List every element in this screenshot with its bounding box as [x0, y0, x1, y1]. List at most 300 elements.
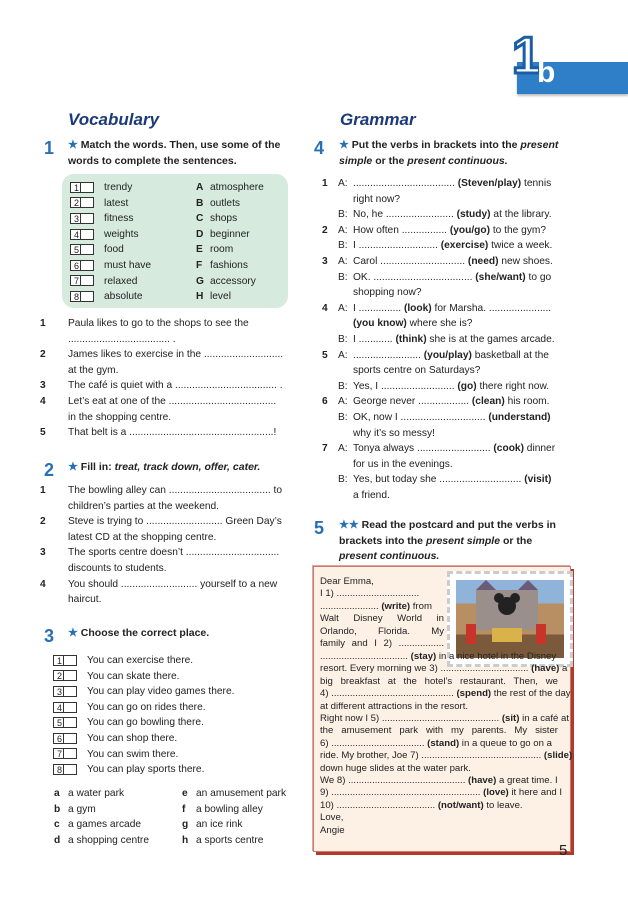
place-letter: b: [54, 803, 61, 815]
exercise-2-instruction: [68, 460, 290, 476]
dialogue-text-end: dinner: [523, 443, 556, 455]
vocab-match: accessory: [210, 275, 256, 287]
speaker: A:: [338, 443, 348, 455]
answer-box: 7: [53, 748, 77, 759]
dialogue-text-end: there right now.: [476, 380, 550, 392]
exercise-3-number: 3: [44, 626, 55, 646]
speaker: A:: [338, 396, 348, 408]
postcard-text-end: to leave.: [483, 799, 523, 811]
dialogue-line: [322, 410, 566, 426]
exercise-2-instruction-words: treat, track down, offer, cater.: [114, 461, 261, 473]
sentence-text: Steve is trying to ........................... Green Day’s: [68, 516, 282, 528]
verb-prompt: (sit): [501, 713, 520, 725]
dialogue-text: a friend.: [353, 489, 390, 501]
verb-prompt: (have): [531, 663, 560, 675]
postcard-text: Orlando, Florida. My: [320, 625, 444, 637]
dialogue-text-end: to the gym?: [490, 224, 547, 236]
exercise-5-instruction: [339, 518, 564, 565]
vocab-letter: H: [196, 291, 204, 303]
verb-prompt: (exercise): [440, 240, 489, 252]
postcard-text-end: in a nice hotel in the Disney: [436, 651, 557, 662]
verb-prompt: (study): [456, 209, 491, 221]
place-option: [54, 817, 174, 833]
postcard-text: 10) .....................................: [320, 799, 438, 811]
dialogue-text: shopping now?: [353, 287, 422, 299]
verb-prompt: (stand): [427, 737, 460, 749]
dialogue-line: [322, 301, 566, 317]
vocab-match: level: [210, 291, 231, 303]
dialogue-text: I ............: [353, 333, 396, 345]
sentence-text-cont: discounts to students.: [68, 562, 167, 574]
sentence: [40, 378, 290, 394]
sentence-number: 2: [40, 516, 46, 528]
star-icon: ★★: [339, 519, 359, 531]
vocab-row: [70, 227, 280, 243]
dialogue-text-end: to go: [525, 271, 552, 283]
postcard-text-end: in a queue to go on a: [459, 737, 552, 749]
postcard-text-end: from: [410, 600, 432, 612]
postcard-line: [320, 688, 571, 700]
postcard-line: [320, 576, 444, 588]
dialogue-number: 1: [322, 178, 328, 189]
verb-prompt: (go): [457, 380, 477, 392]
verb-prompt: (you know): [353, 318, 407, 330]
dialogue-text-end: twice a week.: [488, 240, 553, 252]
place-letter: g: [182, 819, 189, 831]
exercise-2-sentences: [40, 483, 290, 608]
postcard-line: [320, 825, 558, 837]
sentence-text: The sports centre doesn’t .................................: [68, 547, 280, 559]
dialogue-text: George never ..................: [353, 396, 472, 408]
speaker: B:: [338, 411, 348, 423]
postcard-line: [320, 800, 558, 812]
dialogue-line: [322, 238, 566, 254]
sentence: [40, 347, 290, 378]
sentence-number: 2: [40, 349, 46, 361]
answer-box: 3: [53, 686, 77, 697]
dialogue-text-end: new shoes.: [498, 255, 553, 267]
sentence: [40, 514, 290, 545]
dialogue-text: ....................................: [353, 178, 458, 189]
postcard-line: [320, 713, 570, 725]
postcard-text: ride. My brother, Joe 7) .............................................: [320, 750, 544, 762]
postcard-line: [320, 638, 444, 650]
postcard-text: ......................: [320, 600, 382, 612]
dialogue-text-end: for Marsha. ......................: [431, 302, 552, 314]
verb-prompt: (need): [467, 255, 499, 267]
place-option: [54, 786, 174, 802]
vocab-match: room: [210, 244, 234, 256]
place-item-text: You can go bowling there.: [87, 717, 204, 729]
dialogue-number: 7: [322, 443, 328, 455]
ex4-instr-a: Put the verbs in brackets into the: [351, 139, 518, 151]
verb-prompt: (love): [483, 787, 509, 799]
postcard-text-top: [320, 576, 444, 650]
postcard-text: Dear Emma,: [320, 576, 374, 587]
place-item-text: You can play sports there.: [87, 764, 205, 776]
verb-prompt: (not/want): [437, 799, 484, 811]
speaker: A:: [338, 255, 348, 267]
place-item-text: You can skate there.: [87, 670, 180, 682]
sentence-text: That belt is a ...................................................!: [68, 427, 277, 439]
star-icon: ★: [68, 627, 78, 639]
dialogue-line: [322, 394, 566, 410]
place-letter: e: [182, 788, 188, 799]
dialogue-line: [322, 332, 566, 348]
dialogue-text: why it’s so messy!: [353, 427, 435, 439]
sentence-text: You should ........................... yourself to a new: [68, 578, 278, 590]
speaker: A:: [338, 224, 348, 236]
postcard-text: Right now I 5) ............................................: [320, 713, 502, 725]
vocab-word: fitness: [104, 213, 134, 225]
dialogue-line: [322, 192, 566, 208]
sentence: [40, 483, 290, 514]
dialogue-text: How often ................: [353, 224, 450, 236]
dialogue-line: [322, 488, 566, 504]
exercise-3-items: [53, 653, 293, 778]
answer-box: 8: [53, 764, 77, 775]
dialogue-text: sports centre on Saturdays?: [353, 365, 481, 377]
verb-prompt: (clean): [471, 396, 505, 408]
dialogue-line: [322, 207, 566, 223]
vocab-word: food: [104, 244, 124, 256]
dialogue-text-end: where she is?: [406, 318, 473, 330]
ex5-instr-i1: present simple: [425, 534, 501, 547]
verb-prompt: (look): [403, 302, 432, 314]
verb-prompt: (understand): [488, 411, 551, 423]
dialogue-text: I ............................: [353, 240, 441, 252]
verb-prompt: (write): [381, 600, 411, 612]
star-icon: ★: [68, 139, 78, 151]
postcard-line: [320, 750, 573, 762]
postcard-text: down huge slides at the water park.: [320, 762, 471, 774]
sentence-number: 1: [40, 318, 46, 329]
star-icon: ★: [68, 461, 78, 473]
sentence-text-cont: children’s parties at the weekend.: [68, 500, 220, 512]
place-name: a shopping centre: [68, 834, 149, 846]
dialogue-line: [322, 270, 566, 286]
exercise-4-number: 4: [314, 138, 325, 158]
answer-box: 6: [53, 733, 77, 744]
place-option: [54, 802, 174, 818]
verb-prompt: (slide): [543, 750, 573, 762]
verb-prompt: (Steven/play): [457, 178, 522, 189]
dialogue-number: 4: [322, 302, 328, 314]
vocab-match: outlets: [210, 197, 241, 209]
ex4-instr-i1: present simple: [339, 139, 559, 167]
place-item: [53, 762, 293, 778]
dialogue-line: [322, 348, 566, 364]
number-box: 3: [70, 213, 94, 224]
number-box: 6: [70, 260, 94, 271]
vocab-match: shops: [210, 213, 238, 225]
verb-prompt: (you/go): [449, 224, 491, 236]
exercise-1-number: 1: [44, 138, 55, 158]
dialogue-text-end: at the library.: [490, 209, 552, 221]
answer-box: 2: [53, 670, 77, 681]
sentence: [40, 577, 290, 608]
speaker: B:: [338, 474, 348, 486]
castle-photo-icon: [456, 580, 558, 652]
place-name: an ice rink: [196, 819, 243, 831]
postcard-line: [320, 663, 568, 675]
page-number: 5: [559, 842, 568, 859]
speaker: A:: [338, 302, 348, 314]
sentence-number: 4: [40, 578, 46, 590]
postcard-line: [320, 588, 444, 600]
answer-box: 1: [53, 655, 77, 666]
verb-prompt: (she/want): [475, 271, 526, 283]
place-name: a water park: [68, 788, 125, 799]
postcard-text-end: in a café at: [519, 713, 570, 725]
dialogue-line: [322, 472, 566, 488]
verb-prompt: (you/play): [423, 349, 472, 361]
place-option: [54, 833, 174, 849]
vocab-letter: A: [196, 182, 204, 193]
speaker: B:: [338, 380, 348, 392]
place-letter: d: [54, 834, 61, 846]
dialogue-text: for us in the evenings.: [353, 458, 453, 470]
vocab-row: [70, 289, 280, 305]
dialogue-number: 3: [322, 255, 328, 267]
postcard-line: [320, 812, 558, 824]
dialogue-text-end: his room.: [504, 396, 550, 408]
vocab-word: relaxed: [104, 275, 138, 287]
sentence-number: 4: [40, 395, 46, 407]
postcard-text: 9) ........................................................: [320, 787, 484, 799]
dialogue-line: [322, 285, 566, 301]
unit-letter: b: [537, 56, 556, 89]
postcard-line: [320, 676, 558, 688]
vocab-letter: E: [196, 244, 203, 256]
place-item-text: You can shop there.: [87, 732, 178, 744]
sentence: [40, 545, 290, 576]
place-item-text: You can swim there.: [87, 748, 179, 760]
postcard-line: [320, 613, 444, 625]
dialogue-text: Tonya always ..........................: [353, 443, 494, 455]
exercise-2-instruction-prefix: Fill in:: [80, 461, 112, 473]
answer-box: 4: [53, 702, 77, 713]
sentence-text: James likes to exercise in the ............................: [68, 349, 284, 361]
postcard-text: I 1) ...............................: [320, 588, 420, 600]
speaker: B:: [338, 333, 348, 345]
dialogue-line: [322, 176, 566, 192]
vocab-word: must have: [104, 259, 151, 271]
vocab-row: [70, 258, 280, 274]
vocab-match: atmosphere: [210, 182, 264, 193]
ex5-instr-a: Read the postcard and put the verbs in brackets into the: [339, 519, 556, 547]
place-item-text: You can exercise there.: [87, 655, 194, 666]
postcard-line: [320, 775, 558, 787]
postcard-text: Angie: [320, 824, 345, 836]
dialogue-text-end: basketball at the: [471, 349, 549, 361]
place-name: a gym: [68, 803, 96, 815]
dialogue-text: Carol ..............................: [353, 255, 468, 267]
ex5-instr-i2: present continuous.: [339, 550, 440, 562]
sentence-text: Let’s eat at one of the ......................................: [68, 395, 277, 407]
vocab-match: beginner: [210, 228, 250, 240]
dialogue-line: [322, 426, 566, 442]
dialogue-text: ........................: [353, 349, 424, 361]
sentence-text: Paula likes to go to the shops to see the: [68, 318, 249, 329]
place-name: an amusement park: [196, 788, 287, 799]
dialogue-line: [322, 441, 566, 457]
dialogue-number: 2: [322, 224, 328, 236]
number-box: 2: [70, 197, 94, 208]
sentence: [40, 394, 290, 425]
vocab-letter: C: [196, 213, 204, 225]
place-item: [53, 684, 293, 700]
place-option: [182, 817, 302, 833]
dialogue-text: OK, now I ..............................: [353, 411, 489, 423]
postcard-text-body: [320, 651, 573, 837]
vocab-letter: G: [196, 275, 204, 287]
dialogue-text: OK. ...................................: [353, 271, 476, 283]
star-icon: ★: [339, 139, 349, 151]
postcard-line: [320, 701, 558, 713]
dialogue-line: [322, 363, 566, 379]
place-letter: f: [182, 803, 186, 815]
exercise-3-places-left: [54, 786, 174, 848]
vocab-word: latest: [104, 197, 129, 209]
sentence-number: 1: [40, 485, 46, 496]
place-option: [182, 833, 302, 849]
speaker: B:: [338, 240, 348, 252]
sentence-text-cont: haircut.: [68, 594, 102, 606]
place-item: [53, 700, 293, 716]
dialogue-text: Yes, but today she .............................: [353, 474, 525, 486]
vocab-letter: D: [196, 228, 204, 240]
dialogue-text: I ...............: [353, 302, 404, 314]
dialogue-line: [322, 316, 566, 332]
postcard-text: the amusement park with my parents. My sister: [320, 725, 558, 737]
postcard-line: [320, 738, 558, 750]
verb-prompt: (have): [468, 775, 497, 787]
postcard-text-end: the rest of the day: [491, 688, 571, 700]
exercise-4-instruction: [339, 138, 564, 169]
sentence: [40, 425, 290, 441]
dialogue-line: [322, 457, 566, 473]
postcard-text: We 8) ............................................: [320, 775, 469, 787]
exercise-3-instruction-text: Choose the correct place.: [80, 627, 210, 639]
sentence-number: 3: [40, 547, 46, 559]
dialogue-text-end: she is at the games arcade.: [426, 333, 555, 345]
sentence-text: The café is quiet with a .................................... .: [68, 380, 283, 392]
place-item: [53, 747, 293, 763]
vocab-row: [70, 274, 280, 290]
vocab-word: weights: [104, 228, 139, 240]
exercise-1-instruction: [68, 138, 290, 169]
dialogue-number: 6: [322, 396, 328, 408]
vocab-letter: B: [196, 197, 204, 209]
place-item: [53, 669, 293, 685]
number-box: 1: [70, 182, 94, 193]
sentence-text-cont: latest CD at the shopping centre.: [68, 531, 217, 543]
postcard-text: big breakfast at the hotel’s restaurant. Then, we: [320, 675, 558, 687]
postcard-text: .................................: [320, 651, 411, 662]
postcard-text: at different attractions in the resort.: [320, 700, 469, 712]
vocab-word: absolute: [104, 291, 143, 303]
verb-prompt: (cook): [493, 443, 524, 455]
number-box: 7: [70, 275, 94, 286]
exercise-5-number: 5: [314, 518, 325, 538]
place-option: [182, 786, 302, 802]
postcard-line: [320, 626, 444, 638]
exercise-4-dialogues: [322, 176, 566, 503]
dialogue-text: right now?: [353, 193, 401, 205]
ex5-instr-b: or the: [503, 534, 533, 547]
vocab-match: fashions: [210, 259, 248, 271]
sentence-number: 3: [40, 380, 46, 392]
verb-prompt: (think): [395, 333, 427, 345]
postcard-text: 6) ...................................: [320, 737, 428, 749]
exercise-3-instruction: [68, 626, 290, 642]
sentence-text-cont: .................................... .: [68, 333, 176, 345]
dialogue-text-end: tennis: [521, 178, 552, 189]
number-box: 5: [70, 244, 94, 255]
stamp-photo: [456, 580, 564, 658]
place-item: [53, 653, 293, 669]
vocabulary-word-list: [70, 180, 280, 305]
vocab-row: [70, 211, 280, 227]
place-item-text: You can play video games there.: [87, 686, 235, 698]
postcard-line: [320, 763, 558, 775]
place-name: a bowling alley: [196, 803, 263, 815]
dialogue-text: No, he ........................: [353, 209, 457, 221]
grammar-title: Grammar: [340, 110, 416, 129]
vocab-row: [70, 196, 280, 212]
dialogue-text: Yes, I ..........................: [353, 380, 458, 392]
place-item-text: You can go on rides there.: [87, 701, 206, 713]
dialogue-line: [322, 379, 566, 395]
postcard-text: Walt Disney World in: [320, 613, 444, 625]
verb-prompt: (stay): [410, 651, 437, 662]
place-item: [53, 715, 293, 731]
answer-box: 5: [53, 717, 77, 728]
postcard-line: [320, 601, 444, 613]
postcard-line: [320, 725, 558, 737]
postcard-text-end: a: [559, 663, 568, 675]
speaker: A:: [338, 349, 348, 361]
place-option: [182, 802, 302, 818]
speaker: A:: [338, 178, 348, 189]
speaker: B:: [338, 209, 348, 221]
ex4-instr-i2: present continuous.: [407, 154, 508, 167]
speaker: B:: [338, 271, 348, 283]
place-letter: h: [182, 834, 189, 846]
place-name: a sports centre: [196, 834, 264, 846]
postcard-line: [320, 787, 563, 799]
vocab-row: [70, 242, 280, 258]
dialogue-line: [322, 223, 566, 239]
verb-prompt: (visit): [524, 474, 552, 486]
dialogue-line: [322, 254, 566, 270]
place-name: a games arcade: [68, 819, 142, 831]
sentence-number: 5: [40, 427, 46, 439]
sentence-text-cont: in the shopping centre.: [68, 411, 172, 423]
postcard-text-end: a great time. I: [496, 775, 558, 787]
vocabulary-title: Vocabulary: [68, 110, 160, 129]
vocab-row: [70, 180, 280, 196]
place-item: [53, 731, 293, 747]
postcard-text: Love,: [320, 812, 344, 824]
unit-number: 1: [512, 27, 541, 85]
exercise-3-places-right: [182, 786, 302, 848]
dialogue-number: 5: [322, 349, 328, 361]
exercise-2-number: 2: [44, 460, 55, 480]
number-box: 4: [70, 229, 94, 240]
postcard-text: family and I 2) .................: [320, 638, 444, 650]
